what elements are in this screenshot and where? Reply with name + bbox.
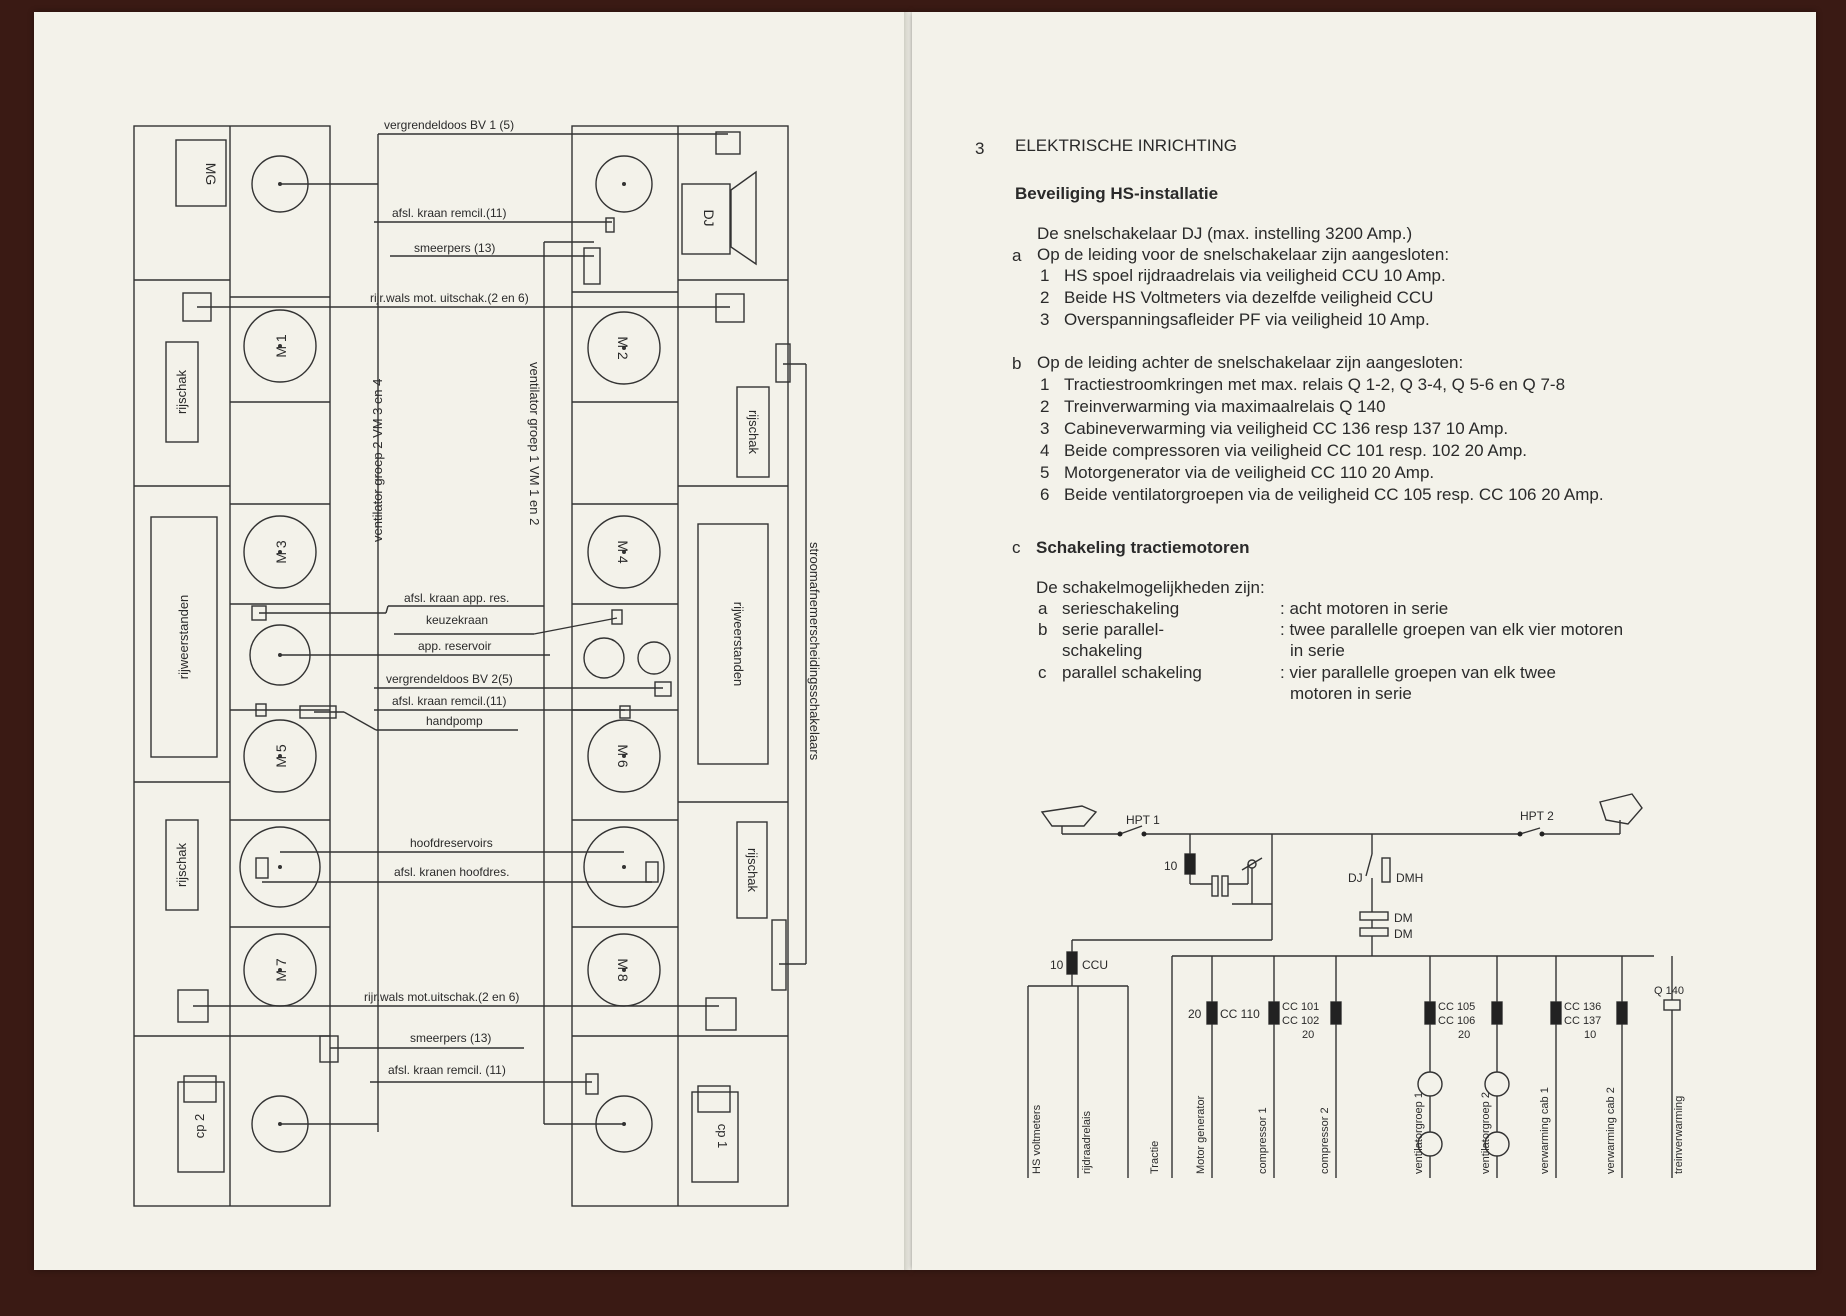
branch-label: treinverwarming (1673, 1095, 1685, 1174)
a-item-number: 3 (1040, 310, 1050, 329)
ccu-label: CCU (1082, 958, 1108, 972)
left-frame (134, 126, 330, 1206)
c-item-name-cont: schakeling (1062, 641, 1143, 660)
m4-label: M 4 (615, 540, 631, 564)
rijschak-label-left-top: rijschak (174, 369, 189, 415)
rijschak-label-left-bottom: rijschak (174, 842, 189, 888)
cc110-label: CC 110 (1220, 1007, 1260, 1021)
ventilator-groep-1-label: ventilator groep 1 VM 1 en 2 (527, 362, 542, 526)
right-frame (572, 126, 788, 1206)
b-item-text: Motorgenerator via de veiligheid CC 110 20 Amp. (1064, 463, 1435, 482)
m2-label: M 2 (615, 336, 631, 360)
c-marker: c (1012, 538, 1021, 557)
ventilator-groep-2-label: ventilator groep 2 VM 3 en 4 (370, 378, 385, 542)
q140-label: Q 140 (1654, 985, 1684, 997)
c-item-description: : acht motoren in serie (1280, 599, 1449, 618)
cc105-label: CC 105 (1438, 1001, 1476, 1013)
dj-schematic-label: DJ (1348, 871, 1363, 885)
m8-label: M 8 (615, 958, 631, 982)
mg-label: MG (203, 162, 219, 186)
branch-label: HS voltmeters (1031, 1104, 1043, 1174)
branch-label: ventilatorgroep 1 (1413, 1092, 1425, 1174)
b-item-text: Beide ventilatorgroepen via de veiligheid CC 105 resp. CC 106 20 Amp. (1064, 485, 1604, 504)
rijr-wals-top-label: rijr.wals mot. uitschak.(2 en 6) (370, 291, 529, 305)
b-item-text: Cabineverwarming via veiligheid CC 136 resp 137 10 Amp. (1064, 419, 1509, 438)
a-marker: a (1012, 246, 1022, 265)
branch-label: verwarming cab 1 (1539, 1087, 1551, 1174)
branch-label: Motor generator (1195, 1095, 1207, 1174)
stroomafnemer-label: stroomafnemerscheidingsschakelaars (807, 542, 822, 761)
pantograph-1-symbol (1042, 806, 1096, 826)
cc101-value: 20 (1302, 1029, 1315, 1041)
pantograph-2-symbol (1600, 794, 1642, 824)
b-item-number: 5 (1040, 463, 1050, 482)
m1-label: M 1 (273, 334, 289, 358)
rijr-wals-bottom-label: rijr.wals mot.uitschak.(2 en 6) (364, 990, 520, 1004)
cc110-value: 20 (1188, 1007, 1202, 1021)
branch-label: ventilatorgroep 2 (1480, 1092, 1492, 1174)
b-item-number: 1 (1040, 375, 1050, 394)
c-item-name: serieschakeling (1062, 599, 1180, 618)
m5-label: M 5 (273, 744, 289, 768)
keuzekraan-label: keuzekraan (426, 613, 489, 627)
b-item-number: 3 (1040, 419, 1050, 438)
a-item-text: Overspanningsafleider PF via veiligheid 10 Amp. (1064, 310, 1430, 329)
branch-label: compressor 1 (1257, 1107, 1269, 1174)
cc106-label: CC 106 (1438, 1015, 1476, 1027)
vergrendeldoos-bv2-label: vergrendeldoos BV 2(5) (386, 672, 513, 686)
c-item-description-cont: in serie (1290, 641, 1345, 660)
c-item-marker: b (1038, 620, 1048, 639)
a-heading: Op de leiding voor de snelschakelaar zijn aangesloten: (1037, 245, 1450, 264)
intro-text: De snelschakelaar DJ (max. instelling 3200 Amp.) (1037, 224, 1413, 243)
c-item-description-cont: motoren in serie (1290, 684, 1412, 703)
c-item-marker: a (1038, 599, 1048, 618)
handpomp-label: handpomp (426, 714, 483, 728)
vergrendeldoos-bv1-label: vergrendeldoos BV 1 (5) (384, 118, 515, 132)
rijschak-label-right-bottom: rijschak (745, 847, 760, 893)
smeerpers-top-label: smeerpers (13) (414, 241, 496, 255)
rijweerstanden-label-left: rijweerstanden (176, 594, 191, 680)
dj-label: DJ (701, 209, 717, 227)
m6-label: M 6 (615, 744, 631, 768)
a-item-text: Beide HS Voltmeters via dezelfde veiligheid CCU (1064, 288, 1434, 307)
left-page (34, 12, 910, 1270)
b-item-number: 2 (1040, 397, 1050, 416)
b-heading: Op de leiding achter de snelschakelaar zijn aangesloten: (1037, 353, 1464, 372)
afsl-kraan-remcil-bottom-label: afsl. kraan remcil. (11) (388, 1063, 506, 1077)
branch-label: verwarming cab 2 (1605, 1087, 1617, 1174)
app-reservoir-label: app. reservoir (418, 639, 492, 653)
b-item-text: Treinverwarming via maximaalrelais Q 140 (1064, 397, 1386, 416)
right-page (912, 12, 1816, 1270)
cc101-label: CC 101 (1282, 1001, 1320, 1013)
m7-label: M 7 (273, 958, 289, 982)
a-item-number: 2 (1040, 288, 1050, 307)
locomotive-layout-diagram (34, 12, 910, 1270)
hpt1-label: HPT 1 (1126, 813, 1160, 827)
afsl-kraan-remcil-mid-label: afsl. kraan remcil.(11) (392, 694, 507, 708)
a-item-text: HS spoel rijdraadrelais via veiligheid CCU 10 Amp. (1064, 266, 1446, 285)
section-number: 3 (975, 139, 985, 158)
b-item-text: Beide compressoren via veiligheid CC 101 resp. 102 20 Amp. (1064, 441, 1528, 460)
dm2-label: DM (1394, 927, 1413, 941)
branch-label: rijdraadrelais (1081, 1111, 1093, 1174)
rijschak-label-right-top: rijschak (746, 409, 761, 455)
dmh-label: DMH (1396, 871, 1424, 885)
c-item-marker: c (1038, 663, 1047, 682)
b-marker: b (1012, 354, 1022, 373)
dm1-label: DM (1394, 911, 1413, 925)
cc137-label: CC 137 (1564, 1015, 1602, 1027)
c-item-description: : twee parallelle groepen van elk vier motoren (1280, 620, 1624, 639)
c-heading: Schakeling tractiemotoren (1036, 538, 1250, 557)
c-intro: De schakelmogelijkheden zijn: (1036, 578, 1265, 597)
hs-circuit-schematic (912, 772, 1816, 1292)
b-item-text: Tractiestroomkringen met max. relais Q 1-2, Q 3-4, Q 5-6 en Q 7-8 (1064, 375, 1566, 394)
hpt2-label: HPT 2 (1520, 809, 1554, 823)
a-item-number: 1 (1040, 266, 1050, 285)
afsl-kraan-remcil-top-label: afsl. kraan remcil.(11) (392, 206, 507, 220)
b-item-number: 6 (1040, 485, 1050, 504)
hoofdreservoirs-label: hoofdreservoirs (410, 836, 493, 850)
cc136-label: CC 136 (1564, 1001, 1602, 1013)
smeerpers-bottom-label: smeerpers (13) (410, 1031, 492, 1045)
cc105-value: 20 (1458, 1029, 1471, 1041)
cp2-label: cp 2 (192, 1113, 207, 1139)
branch-label: compressor 2 (1319, 1107, 1331, 1174)
subsection-title: Beveiliging HS-installatie (1015, 184, 1219, 203)
branch-label: Tractie (1149, 1140, 1161, 1174)
cc136-value: 10 (1584, 1029, 1597, 1041)
c-item-name: parallel schakeling (1062, 663, 1202, 682)
afsl-kranen-hoofdres-label: afsl. kranen hoofdres. (394, 865, 510, 879)
rijweerstanden-label-right: rijweerstanden (731, 601, 746, 687)
ccu-value: 10 (1050, 958, 1064, 972)
c-item-description: : vier parallelle groepen van elk twee (1280, 663, 1556, 682)
m3-label: M 3 (273, 540, 289, 564)
c-item-name: serie parallel- (1062, 620, 1165, 639)
cp1-box (692, 1092, 738, 1182)
ten-label: 10 (1164, 859, 1178, 873)
b-item-number: 4 (1040, 441, 1050, 460)
cp1-label: cp 1 (715, 1123, 730, 1149)
section-title: ELEKTRISCHE INRICHTING (1015, 136, 1237, 155)
afsl-kraan-app-res-label: afsl. kraan app. res. (404, 591, 510, 605)
cc102-label: CC 102 (1282, 1015, 1320, 1027)
